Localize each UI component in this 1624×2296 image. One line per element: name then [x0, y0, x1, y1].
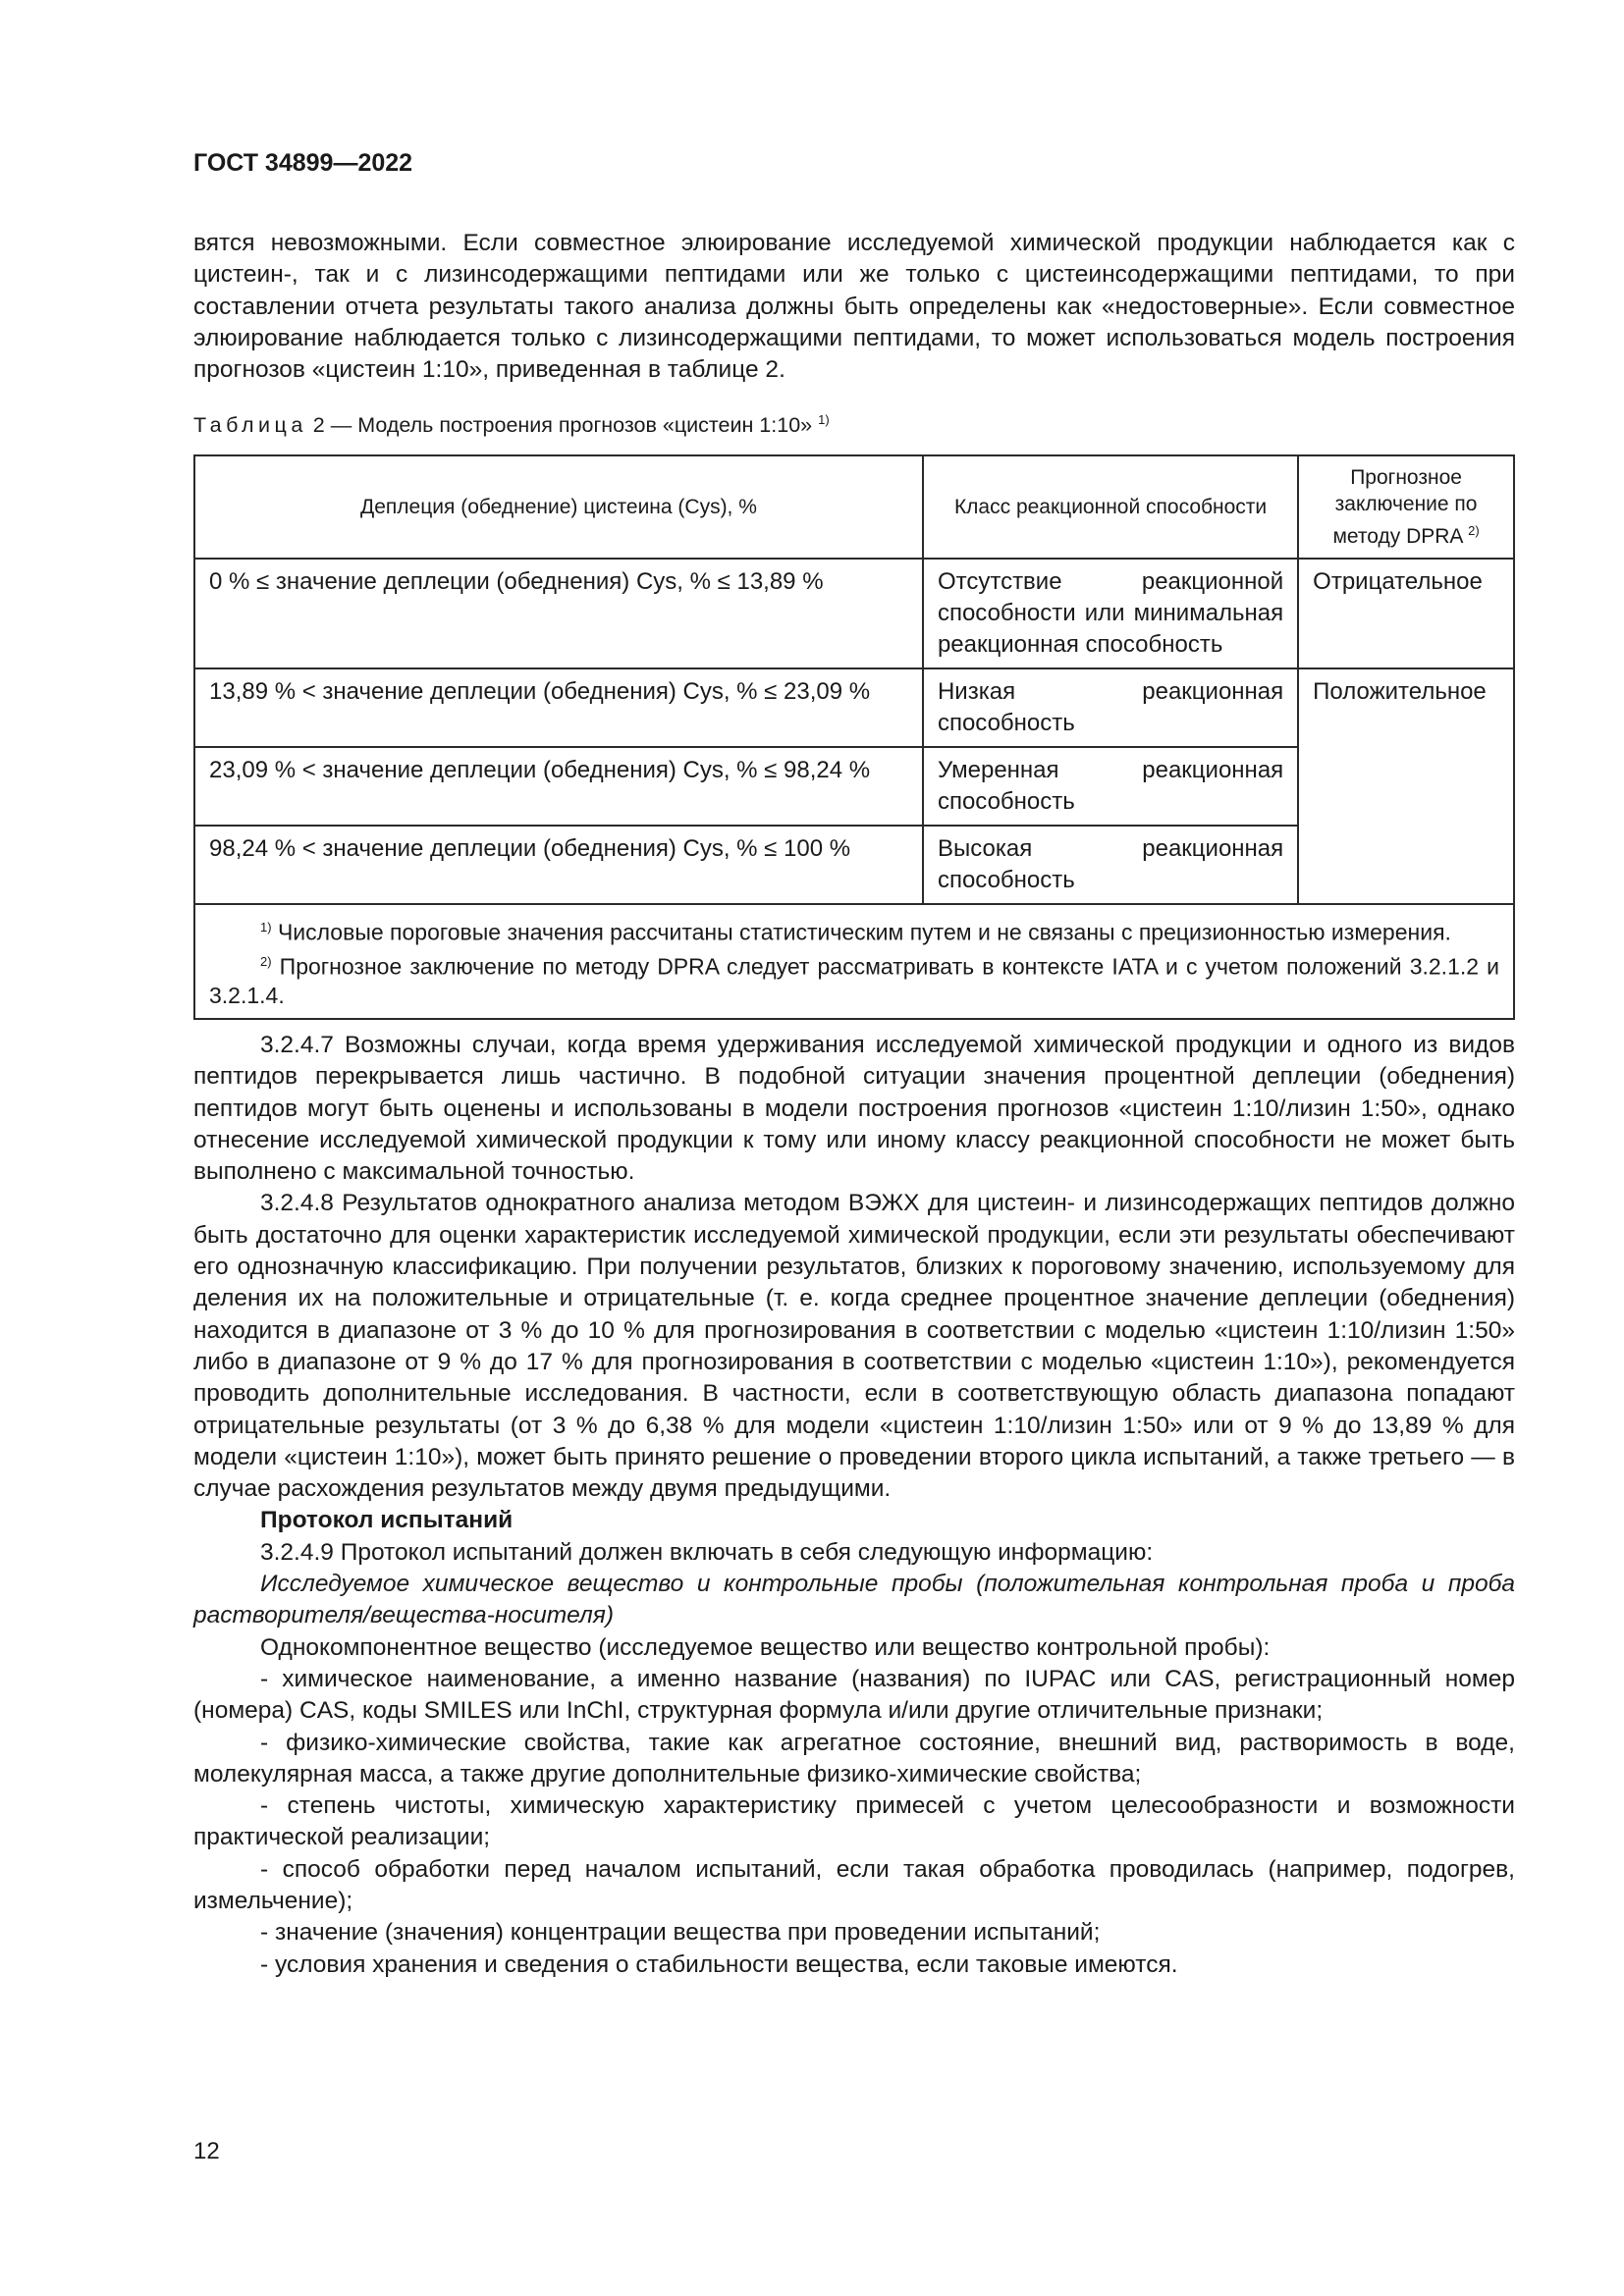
header-conclusion-footnote-ref: 2) — [1468, 523, 1480, 538]
depletion-range-cell: 13,89 % < значение деплеции (обеднения) Cys, % ≤ 23,09 % — [194, 668, 923, 747]
footnote-2 — [209, 947, 1499, 1011]
list-item: - физико-химические свойства, такие как агрегатное состояние, внешний вид, растворимость в воде, молекулярная масса, а также другие дополнительные физико-химические свойства; — [193, 1729, 1515, 1788]
footnote-1-mark: 1) — [260, 920, 272, 934]
intro-paragraph: вятся невозможными. Если совместное элюирование исследуемой химической продукции наблюдается как с цистеин-, так и с лизинсодержащими пептидами или же только с цистеинсодержащими пептидами, то при составлении отчета результаты такого анализа должны быть определены как «недостоверные». Если совместное элюирование наблюдается только с лизинсодержащими пептидами, то может использоваться модель построения прогнозов «цистеин 1:10», приведенная в таблице 2. — [193, 230, 1515, 384]
prediction-model-table — [193, 454, 1515, 1020]
footnote-2-text: Прогнозное заключение по методу DPRA следует рассматривать в контексте IATA и с учетом положений 3.2.1.2 и 3.2.1.4. — [209, 953, 1499, 1009]
table-row — [194, 559, 1514, 668]
reactivity-class-cell: Высокая реакционная способность — [923, 826, 1298, 904]
table-caption-label: Таблица — [193, 413, 307, 438]
list-item: - значение (значения) концентрации вещества при проведении испытаний; — [260, 1919, 1101, 1947]
list-item: - степень чистоты, химическую характеристику примесей с учетом целесообразности и возможности практической реализации; — [193, 1792, 1515, 1851]
footnote-1-text: Числовые пороговые значения рассчитаны статистическим путем и не связаны с прецизионностью измерения. — [271, 919, 1451, 945]
depletion-range-cell: 0 % ≤ значение деплеции (обеднения) Cys, % ≤ 13,89 % — [194, 559, 923, 668]
header-conclusion — [1298, 455, 1514, 559]
reactivity-class-cell: Отсутствие реакционной способности или минимальная реакционная способность — [923, 559, 1298, 668]
list-item: - способ обработки перед началом испытаний, если такая обработка проводилась (например, подогрев, измельчение); — [193, 1855, 1515, 1915]
header-depletion: Деплеция (обеднение) цистеина (Cys), % — [194, 455, 923, 559]
depletion-range-cell: 98,24 % < значение деплеции (обеднения) Cys, % ≤ 100 % — [194, 826, 923, 904]
table-row — [194, 668, 1514, 747]
main-text — [193, 1030, 1515, 1981]
table-caption — [193, 412, 830, 438]
list-item: - условия хранения и сведения о стабильности вещества, если таковые имеются. — [260, 1950, 1178, 1978]
conclusion-negative-cell: Отрицательное — [1298, 559, 1514, 668]
list-item: - химическое наименование, а именно название (названия) по IUPAC или CAS, регистрационный номер (номера) CAS, коды SMILES или InChI, структурная формула и/или другие отличительные признаки; — [193, 1665, 1515, 1725]
table-footnotes-row — [194, 904, 1514, 1019]
table-caption-footnote-ref: 1) — [818, 412, 830, 427]
header-reactivity-class: Класс реакционной способности — [923, 455, 1298, 559]
footnote-2-mark: 2) — [260, 953, 272, 969]
italic-subheading: Исследуемое химическое вещество и контрольные пробы (положительная контрольная проба и проба растворителя/вещества-носителя) — [193, 1571, 1515, 1629]
paragraph-3-2-4-8: 3.2.4.8 Результатов однократного анализа методом ВЭЖХ для цистеин- и лизинсодержащих пептидов должно быть достаточно для оценки характеристик исследуемой химической продукции, если эти результаты обеспечивают его однозначную классификацию. При получении результатов, близких к пороговому значению, используемому для деления их на положительные и отрицательные (т. е. когда среднее процентное значение деплеции (обеднения) находится в диапазоне от 3 % до 10 % для прогнозирования в соответствии с моделью «цистеин 1:10/лизин 1:50» либо в диапазоне от 9 % до 17 % для прогнозирования в соответствии с моделью «цистеин 1:10»), рекомендуется проводить дополнительные исследования. В частности, если в соответствующую область диапазона попадают отрицательные результаты (от 3 % до 6,38 % для модели «цистеин 1:10/лизин 1:50» или от 9 % до 13,89 % для модели «цистеин 1:10»), может быть принято решение о проведении второго цикла испытаний, а также третьего — в случае расхождения результатов между двумя предыдущими. — [193, 1190, 1515, 1503]
table-header-row — [194, 455, 1514, 559]
conclusion-positive-cell: Положительное — [1298, 668, 1514, 904]
footnote-1 — [209, 913, 1499, 947]
page-number: 12 — [193, 2138, 220, 2164]
header-conclusion-text: Прогнозное заключение по методу DPRA — [1332, 466, 1478, 548]
table-footnotes — [194, 904, 1514, 1019]
section-heading-protocol: Протокол испытаний — [260, 1507, 514, 1534]
depletion-range-cell: 23,09 % < значение деплеции (обеднения) Cys, % ≤ 98,24 % — [194, 747, 923, 826]
table-caption-text: 2 — Модель построения прогнозов «цистеин 1:10» — [306, 413, 813, 438]
reactivity-class-cell: Низкая реакционная способность — [923, 668, 1298, 747]
paragraph-3-2-4-7: 3.2.4.7 Возможны случаи, когда время удерживания исследуемой химической продукции и одного из видов пептидов перекрывается лишь частично. В подобной ситуации значения процентной деплеции (обеднения) пептидов могут быть оценены и использованы в модели построения прогнозов «цистеин 1:10/лизин 1:50», однако отнесение исследуемой химической продукции к тому или иному классу реакционной способности не может быть выполнено с максимальной точностью. — [193, 1032, 1515, 1186]
reactivity-class-cell: Умеренная реакционная способность — [923, 747, 1298, 826]
single-component-line: Однокомпонентное вещество (исследуемое вещество или вещество контрольной пробы): — [260, 1633, 1271, 1661]
paragraph-3-2-4-9: 3.2.4.9 Протокол испытаний должен включать в себя следующую информацию: — [260, 1538, 1154, 1566]
document-header: ГОСТ 34899—2022 — [193, 149, 413, 177]
